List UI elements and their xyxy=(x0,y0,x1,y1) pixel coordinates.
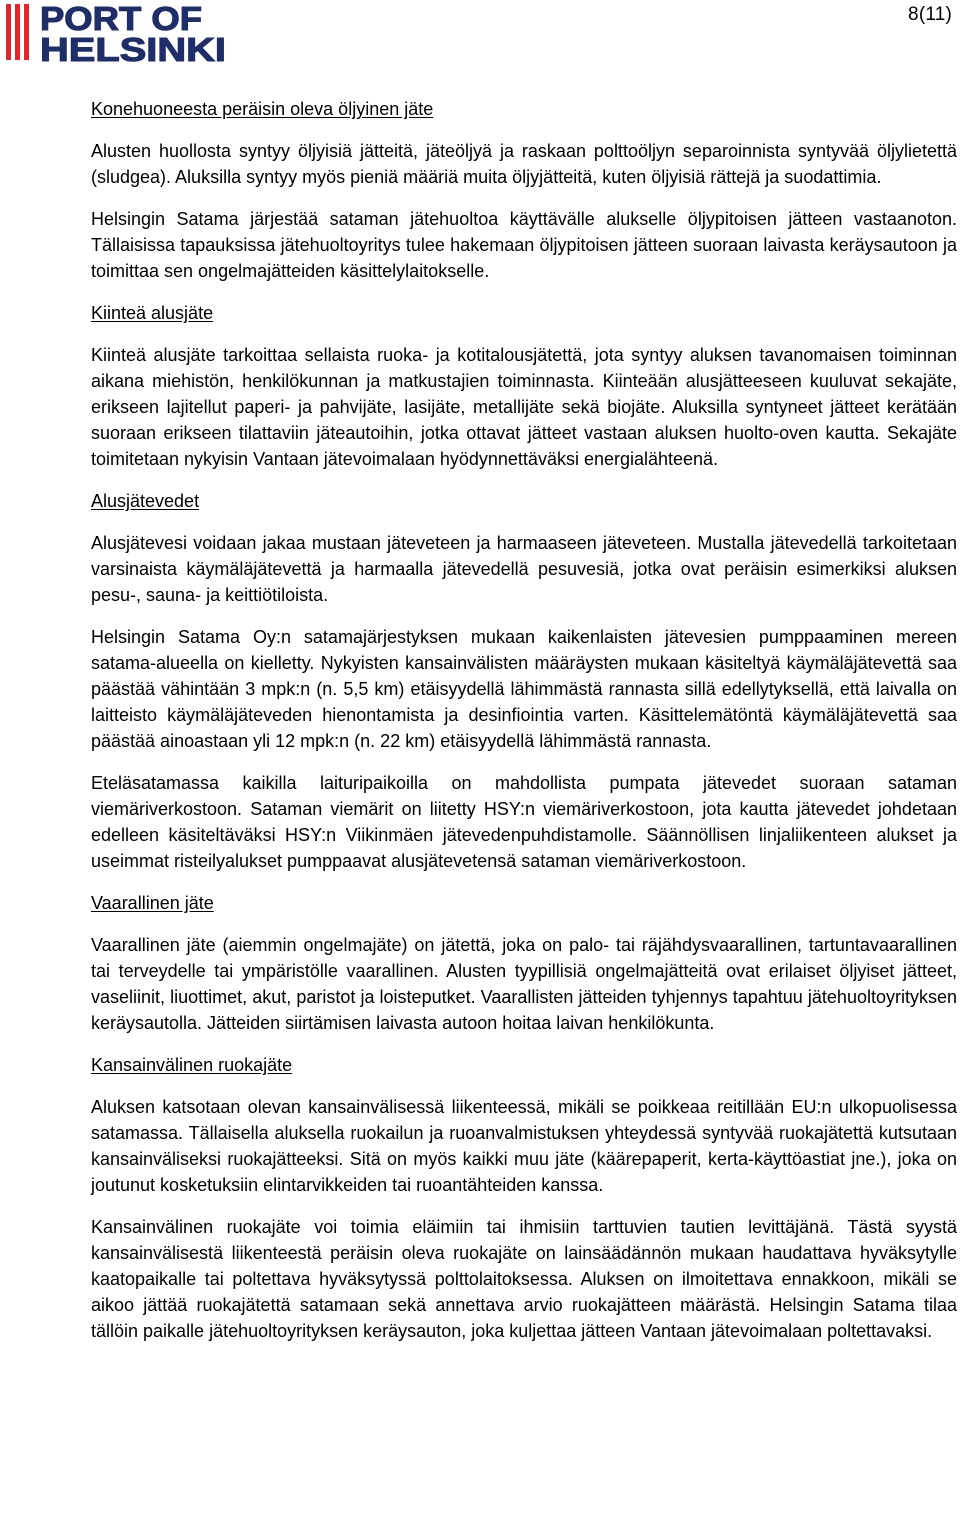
logo-stripes-icon xyxy=(6,0,40,64)
port-of-helsinki-logo xyxy=(6,0,228,64)
logo-line-2: HELSINKI xyxy=(40,31,227,64)
section-solid-ship-waste xyxy=(91,300,957,472)
paragraph: Kiinteä alusjäte tarkoittaa sellaista ruoka- ja kotitalousjätettä, jota syntyy aluksen tavanomaisen toiminnan aikana miehistön, henkilökunnan ja matkustajien toiminnasta. Kiinteään alusjätteeseen kuuluvat sekajäte, erikseen lajitellut paperi- ja pahvijäte, lasijäte, metallijäte sekä biojäte. Aluksilla syntyneet jätteet kerätään suoraan erikseen tilattaviin jäteautoihin, jotka ottavat jätteet vastaan aluksen huolto-oven kautta. Sekajäte toimitetaan nykyisin Vantaan jätevoimalaan hyödynnettäväksi energialähteenä. xyxy=(91,345,957,469)
section-heading: Vaarallinen jäte xyxy=(91,893,214,913)
logo-line-1: PORT OF xyxy=(40,0,202,37)
section-engine-room-oily-waste xyxy=(91,96,957,284)
paragraph: Helsingin Satama järjestää sataman jätehuoltoa käyttävälle alukselle öljypitoisen jätteen vastaanoton. Tällaisissa tapauksissa jätehuoltoyritys tulee hakemaan öljypitoisen jätteen suoraan laivasta keräysautoon ja toimittaa sen ongelmajätteiden käsittelylaitokselle. xyxy=(91,209,957,281)
paragraph: Alusten huollosta syntyy öljyisiä jätteitä, jäteöljyä ja raskaan polttoöljyn separoinnista syntyvää öljylietettä (sludgea). Aluksilla syntyy myös pieniä määriä muita öljyjätteitä, kuten öljyisiä rättejä ja suodattimia. xyxy=(91,141,957,187)
paragraph: Eteläsatamassa kaikilla laituripaikoilla on mahdollista pumpata jätevedet suoraan sataman viemäriverkostoon. Sataman viemärit on liitetty HSY:n viemäriverkostoon, jota kautta jätevedet johdetaan edelleen käsiteltäväksi HSY:n Viikinmäen jätevedenpuhdistamolle. Säännöllisen linjaliikenteen alukset ja useimmat risteilyalukset pumppaavat alusjätevetensä sataman viemäriverkostoon. xyxy=(91,773,957,871)
section-heading: Alusjätevedet xyxy=(91,491,200,511)
page-number: 8(11) xyxy=(908,4,952,25)
paragraph: Helsingin Satama Oy:n satamajärjestyksen mukaan kaikenlaisten jätevesien pumppaaminen mereen satama-alueella on kielletty. Nykyisten kansainvälisten määräysten mukaan käsiteltyä käymäläjätevettä saa päästää vähintään 3 mpk:n (n. 5,5 km) etäisyydellä lähimmästä rannasta sillä edellytyksellä, että laivalla on laitteisto käymäläjäteveden hienontamista ja desinfiointia varten. Käsittelemätöntä käymäläjätevettä saa päästää ainoastaan yli 12 mpk:n (n. 22 km) etäisyydellä lähimmästä rannasta. xyxy=(91,627,957,751)
paragraph: Vaarallinen jäte (aiemmin ongelmajäte) on jätettä, joka on palo- tai räjähdysvaarallinen, tartuntavaarallinen tai terveydelle tai ympäristölle vaarallinen. Alusten tyypillisiä ongelmajätteitä ovat erilaiset öljyiset jätteet, vaseliinit, liuottimet, akut, paristot ja loisteputket. Vaarallisten jätteiden tyhjennys tapahtuu jätehuoltoyrityksen keräysautolla. Jätteiden siirtämisen laivasta autoon hoitaa laivan henkilökunta. xyxy=(91,935,957,1033)
paragraph: Alusjätevesi voidaan jakaa mustaan jäteveteen ja harmaaseen jäteveteen. Mustalla jätevedellä tarkoitetaan varsinaista käymäläjätevettä ja harmaalla jätevedellä pesuvesiä, jotka ovat peräisin esimerkiksi aluksen pesu-, sauna- ja keittiötiloista. xyxy=(91,533,957,605)
section-ship-wastewater xyxy=(91,488,957,874)
section-hazardous-waste xyxy=(91,890,957,1036)
document-body xyxy=(91,96,957,1360)
paragraph: Kansainvälinen ruokajäte voi toimia eläimiin tai ihmisiin tarttuvien tautien levittäjänä. Tästä syystä kansainvälisestä liikenteestä peräisin oleva ruokajäte on lainsäädännön mukaan haudattava hyväksytylle kaatopaikalle tai poltettava hyväksytyssä polttolaitoksessa. Aluksen on ilmoitettava ennakkoon, mikäli se aikoo jättää ruokajätettä satamaan sekä annettava arvio ruokajätteen määrästä. Helsingin Satama tilaa tällöin paikalle jätehuoltoyrityksen keräysauton, joka kuljettaa jätteen Vantaan jätevoimalaan poltettavaksi. xyxy=(91,1217,957,1341)
section-heading: Kiinteä alusjäte xyxy=(91,303,214,323)
section-heading: Kansainvälinen ruokajäte xyxy=(91,1055,293,1075)
logo-wordmark xyxy=(40,0,228,64)
section-international-food-waste xyxy=(91,1052,957,1344)
section-heading: Konehuoneesta peräisin oleva öljyinen jäte xyxy=(91,99,434,119)
paragraph: Aluksen katsotaan olevan kansainvälisessä liikenteessä, mikäli se poikkeaa reitillään EU:n ulkopuolisessa satamassa. Tällaisella aluksella ruokailun ja ruoanvalmistuksen yhteydessä syntyvää ruokajätettä kutsutaan kansainväliseksi ruokajätteeksi. Sitä on myös kaikki muu jäte (käärepaperit, kerta-käyttöastiat jne.), joka on joutunut kosketuksiin elintarvikkeiden tai ruoantähteiden kanssa. xyxy=(91,1097,957,1195)
